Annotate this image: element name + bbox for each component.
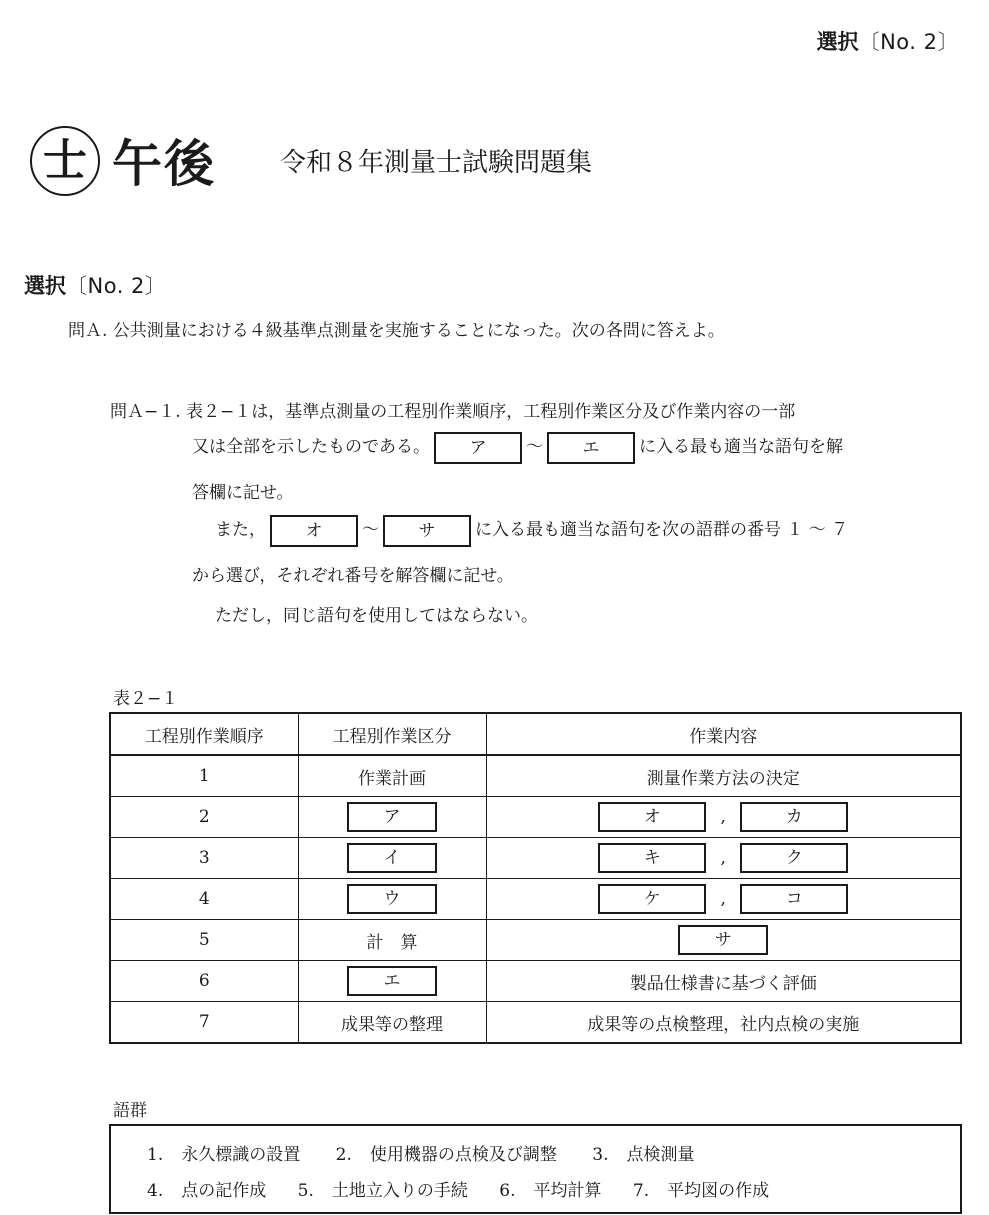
content-cell: 製品仕様書に基づく評価	[486, 961, 961, 1002]
section-bold-label: 選択	[24, 274, 66, 298]
table-row	[110, 797, 961, 838]
table-row	[110, 961, 961, 1002]
order-cell: 7	[110, 1002, 298, 1044]
blank-box: キ	[598, 843, 706, 873]
order-cell: 4	[110, 879, 298, 920]
column-header-content: 作業内容	[486, 713, 961, 755]
line4-text-after: に入る最も適当な語句を次の語群の番号 １ 〜 ７	[475, 520, 849, 540]
question-a1-line3: 答欄に記せ。	[192, 483, 294, 503]
answer-box-e: エ	[547, 432, 635, 464]
content-cell: 成果等の点検整理，社内点検の実施	[486, 1002, 961, 1044]
item-number: 1.	[147, 1145, 164, 1165]
comma: ,	[720, 888, 726, 909]
top-right-tag	[817, 26, 959, 56]
table-row	[110, 1002, 961, 1044]
item-number: 2.	[335, 1145, 352, 1165]
item-text: 土地立入りの手続	[331, 1181, 468, 1201]
word-list-line-2	[147, 1176, 769, 1201]
column-header-category: 工程別作業区分	[298, 713, 486, 755]
blank-box: サ	[678, 925, 768, 955]
word-list-item	[499, 1176, 601, 1201]
word-list-line-1	[147, 1140, 695, 1165]
item-number: 6.	[499, 1181, 516, 1201]
blank-box: ク	[740, 843, 848, 873]
section-number: 〔No. 2〕	[66, 274, 167, 298]
blank-box: イ	[347, 843, 437, 873]
word-list-item	[298, 1176, 468, 1201]
blank-box: ア	[347, 802, 437, 832]
comma: ,	[720, 806, 726, 827]
word-list-item	[592, 1140, 694, 1165]
procedure-table	[109, 712, 962, 1044]
category-cell	[298, 797, 486, 838]
answer-box-sa: サ	[383, 515, 471, 547]
item-text: 点の記作成	[181, 1181, 267, 1201]
order-cell: 1	[110, 755, 298, 797]
question-a1-line6: ただし，同じ語句を使用してはならない。	[215, 606, 538, 626]
blank-box: ケ	[598, 884, 706, 914]
category-cell	[298, 838, 486, 879]
answer-box-o: オ	[270, 515, 358, 547]
category-cell: 計 算	[298, 920, 486, 961]
tilde: 〜	[526, 437, 543, 457]
item-number: 7.	[632, 1181, 650, 1201]
item-number: 5.	[297, 1181, 314, 1201]
category-cell	[298, 879, 486, 920]
item-number: 3.	[592, 1145, 609, 1165]
table-row	[110, 755, 961, 797]
blank-box: カ	[740, 802, 848, 832]
category-cell	[298, 961, 486, 1002]
circled-emblem: 士	[30, 126, 100, 196]
word-list-item	[147, 1176, 266, 1201]
word-list-caption: 語群	[113, 1101, 147, 1121]
word-list-item	[633, 1176, 769, 1201]
content-cell	[486, 797, 961, 838]
section-label	[24, 270, 166, 300]
tag-bold-label: 選択	[816, 30, 859, 54]
blank-box: コ	[740, 884, 848, 914]
table-row	[110, 920, 961, 961]
blank-box: オ	[598, 802, 706, 832]
category-cell: 作業計画	[298, 755, 486, 797]
question-a1-line1: 問Ａ−１. 表２−１は，基準点測量の工程別作業順序，工程別作業区分及び作業内容の一部	[110, 402, 796, 422]
item-text: 点検測量	[626, 1145, 695, 1165]
column-header-order: 工程別作業順序	[110, 713, 298, 755]
question-a1-line2	[192, 430, 843, 464]
line4-text-before: また，	[215, 520, 266, 540]
comma: ,	[720, 847, 726, 868]
table-row	[110, 879, 961, 920]
table-row	[110, 838, 961, 879]
tag-number: 〔No. 2〕	[858, 30, 959, 54]
tilde: 〜	[362, 520, 379, 540]
blank-box: エ	[347, 966, 437, 996]
category-cell: 成果等の整理	[298, 1002, 486, 1044]
word-list-box	[109, 1124, 962, 1214]
content-cell	[486, 838, 961, 879]
item-text: 平均計算	[533, 1181, 602, 1201]
content-cell: 測量作業方法の決定	[486, 755, 961, 797]
page-title: 令和８年測量士試験問題集	[280, 148, 593, 178]
question-a: 問Ａ. 公共測量における４級基準点測量を実施することになった。次の各問に答えよ。	[68, 321, 725, 341]
question-a1-line5: から選び，それぞれ番号を解答欄に記せ。	[192, 566, 514, 586]
blank-box: ウ	[347, 884, 437, 914]
order-cell: 6	[110, 961, 298, 1002]
order-cell: 5	[110, 920, 298, 961]
table-header-row	[110, 713, 961, 755]
word-list-item	[147, 1140, 300, 1165]
content-cell	[486, 920, 961, 961]
line2-text-before: 又は全部を示したものである。	[192, 437, 430, 457]
order-cell: 3	[110, 838, 298, 879]
answer-box-a: ア	[434, 432, 522, 464]
content-cell	[486, 879, 961, 920]
item-text: 平均図の作成	[667, 1181, 770, 1201]
word-list-item	[336, 1140, 557, 1165]
line2-text-after: に入る最も適当な語句を解	[639, 437, 843, 457]
order-cell: 2	[110, 797, 298, 838]
item-number: 4.	[147, 1181, 164, 1201]
session-label: 午後	[112, 135, 216, 193]
question-a1-line4	[215, 513, 848, 547]
table-caption: 表２−１	[113, 689, 179, 709]
item-text: 永久標識の設置	[181, 1145, 301, 1165]
item-text: 使用機器の点検及び調整	[369, 1145, 557, 1165]
